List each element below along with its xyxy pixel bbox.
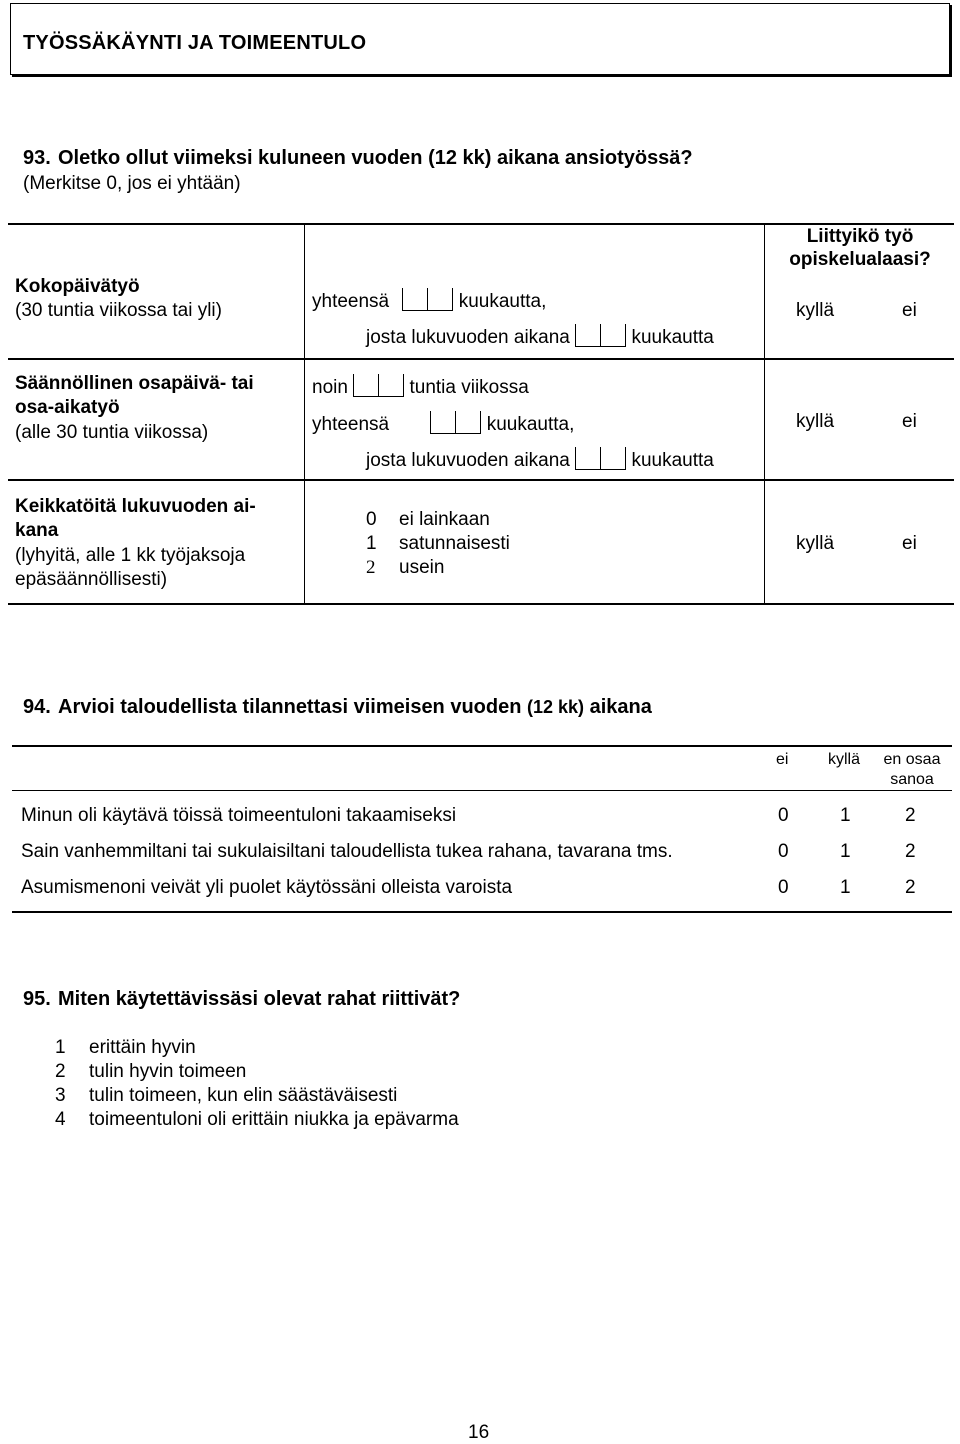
q94-item-text: Minun oli käytävä töissä toimeentuloni takaamiseksi: [21, 805, 457, 826]
q94-item-option-yes[interactable]: 1: [840, 841, 851, 862]
q93-row1-yes-option[interactable]: kyllä: [796, 300, 835, 321]
field-suffix: tuntia viikossa: [409, 377, 529, 398]
section-title: TYÖSSÄKÄYNTI JA TOIMEENTULO: [23, 32, 367, 54]
q93-row3-label-rest-2: epäsäännöllisesti): [15, 569, 168, 590]
option-code: 2: [366, 557, 376, 578]
q94-col-dont-know-2: sanoa: [890, 771, 934, 788]
digit-box[interactable]: [427, 288, 453, 311]
q94-col-dont-know-1: en osaa: [883, 751, 941, 768]
q93-col-header-line1: Liittyikö työ: [806, 226, 914, 247]
digit-box[interactable]: [353, 374, 378, 397]
q94-col-yes: kyllä: [828, 751, 861, 768]
q95-option-code[interactable]: 3: [55, 1085, 66, 1106]
q93-row2-label-bold-2: osa-aikatyö: [15, 397, 120, 418]
field-prefix: yhteensä: [312, 414, 390, 435]
q94-number: 94.: [23, 696, 51, 718]
q93-table-top-rule: [8, 223, 954, 225]
q94-question-period: (12 kk): [527, 697, 585, 717]
q94-table-top-rule: [12, 745, 952, 747]
digit-box[interactable]: [575, 324, 600, 347]
digit-box[interactable]: [455, 411, 481, 434]
digit-box[interactable]: [430, 411, 455, 434]
q93-row3-option[interactable]: [366, 533, 377, 555]
q93-column-divider: [304, 224, 305, 604]
q94-question-main: Arvioi taloudellista tilannettasi viimeisen vuoden: [58, 696, 522, 718]
digit-box[interactable]: [600, 324, 626, 347]
field-suffix: kuukautta: [631, 450, 714, 471]
field-prefix: josta lukuvuoden aikana: [366, 450, 570, 471]
q93-row3-option-label: satunnaisesti: [399, 533, 510, 554]
field-suffix: kuukautta,: [458, 291, 547, 312]
q95-option-label: tulin toimeen, kun elin säästäväisesti: [89, 1085, 398, 1106]
q93-row3-no-option[interactable]: ei: [902, 533, 917, 554]
q93-row1-label-rest: (30 tuntia viikossa tai yli): [15, 300, 222, 321]
option-code: 0: [366, 509, 377, 530]
q93-row2-label-bold-1: Säännöllinen osapäivä- tai: [15, 373, 254, 394]
q93-row2-no-option[interactable]: ei: [902, 411, 917, 432]
q93-row3-label-rest-1: (lyhyitä, alle 1 kk työjaksoja: [15, 545, 246, 566]
q94-item-option-dont-know[interactable]: 2: [905, 841, 916, 862]
q93-row2-academic-field: [366, 447, 714, 472]
q94-item-option-no[interactable]: 0: [778, 805, 789, 826]
q93-row1-label-bold: Kokopäivätyö: [15, 276, 140, 297]
q93-row3-option[interactable]: [366, 509, 377, 531]
field-suffix: kuukautta: [631, 327, 714, 348]
field-prefix: noin: [312, 377, 348, 398]
q94-item-text: Asumismenoni veivät yli puolet käytössäni olleista varoista: [21, 877, 513, 898]
q94-item-option-no[interactable]: 0: [778, 877, 789, 898]
q93-row1-total-field: [312, 288, 546, 313]
q93-row2-total-field: [312, 411, 574, 436]
field-prefix: yhteensä: [312, 291, 390, 312]
q93-row2-label-rest: (alle 30 tuntia viikossa): [15, 422, 209, 443]
option-code: 1: [366, 533, 377, 554]
digit-box[interactable]: [600, 447, 626, 470]
q95-question: Miten käytettävissäsi olevat rahat riittivät?: [58, 988, 461, 1010]
q93-row3-option-label: usein: [399, 557, 445, 578]
q93-question: Oletko ollut viimeksi kuluneen vuoden (12 kk) aikana ansiotyössä?: [58, 147, 693, 169]
q93-row-divider: [8, 358, 954, 360]
q94-item-option-dont-know[interactable]: 2: [905, 805, 916, 826]
q93-number: 93.: [23, 147, 51, 169]
q94-header-rule: [12, 790, 952, 791]
q94-table-bottom-rule: [12, 911, 952, 913]
q93-table-bottom-rule: [8, 603, 954, 605]
q94-col-no: ei: [776, 751, 789, 768]
q94-item-option-yes[interactable]: 1: [840, 805, 851, 826]
q95-option-code[interactable]: 2: [55, 1061, 66, 1082]
q93-row3-label-bold-2: kana: [15, 520, 59, 541]
q93-note: (Merkitse 0, jos ei yhtään): [23, 173, 241, 194]
q94-item-text: Sain vanhemmiltani tai sukulaisiltani taloudellista tukea rahana, tavarana tms.: [21, 841, 673, 862]
q93-row2-yes-option[interactable]: kyllä: [796, 411, 835, 432]
q94-question-end: aikana: [589, 696, 652, 718]
q93-row-divider: [8, 479, 954, 481]
q93-row3-option[interactable]: [366, 557, 376, 579]
q95-option-label: erittäin hyvin: [89, 1037, 196, 1058]
field-prefix: josta lukuvuoden aikana: [366, 327, 570, 348]
q94-question: [58, 696, 652, 719]
q93-col-header-line2: opiskelualaasi?: [789, 249, 931, 270]
field-suffix: kuukautta,: [486, 414, 575, 435]
q93-row3-yes-option[interactable]: kyllä: [796, 533, 835, 554]
digit-box[interactable]: [575, 447, 600, 470]
digit-box[interactable]: [378, 374, 404, 397]
q95-option-code[interactable]: 1: [55, 1037, 66, 1058]
q93-row2-hours-field: [312, 374, 529, 399]
page-number: 16: [468, 1422, 490, 1443]
q93-row1-academic-field: [366, 324, 714, 349]
q94-item-option-dont-know[interactable]: 2: [905, 877, 916, 898]
q93-row3-option-label: ei lainkaan: [399, 509, 490, 530]
q95-number: 95.: [23, 988, 51, 1010]
digit-box[interactable]: [402, 288, 427, 311]
q95-option-code[interactable]: 4: [55, 1109, 66, 1130]
q94-item-option-yes[interactable]: 1: [840, 877, 851, 898]
q95-option-label: toimeentuloni oli erittäin niukka ja epävarma: [89, 1109, 459, 1130]
q95-option-label: tulin hyvin toimeen: [89, 1061, 247, 1082]
q93-column-divider: [764, 224, 765, 604]
q94-item-option-no[interactable]: 0: [778, 841, 789, 862]
q93-row3-label-bold-1: Keikkatöitä lukuvuoden ai-: [15, 496, 256, 517]
q93-row1-no-option[interactable]: ei: [902, 300, 917, 321]
